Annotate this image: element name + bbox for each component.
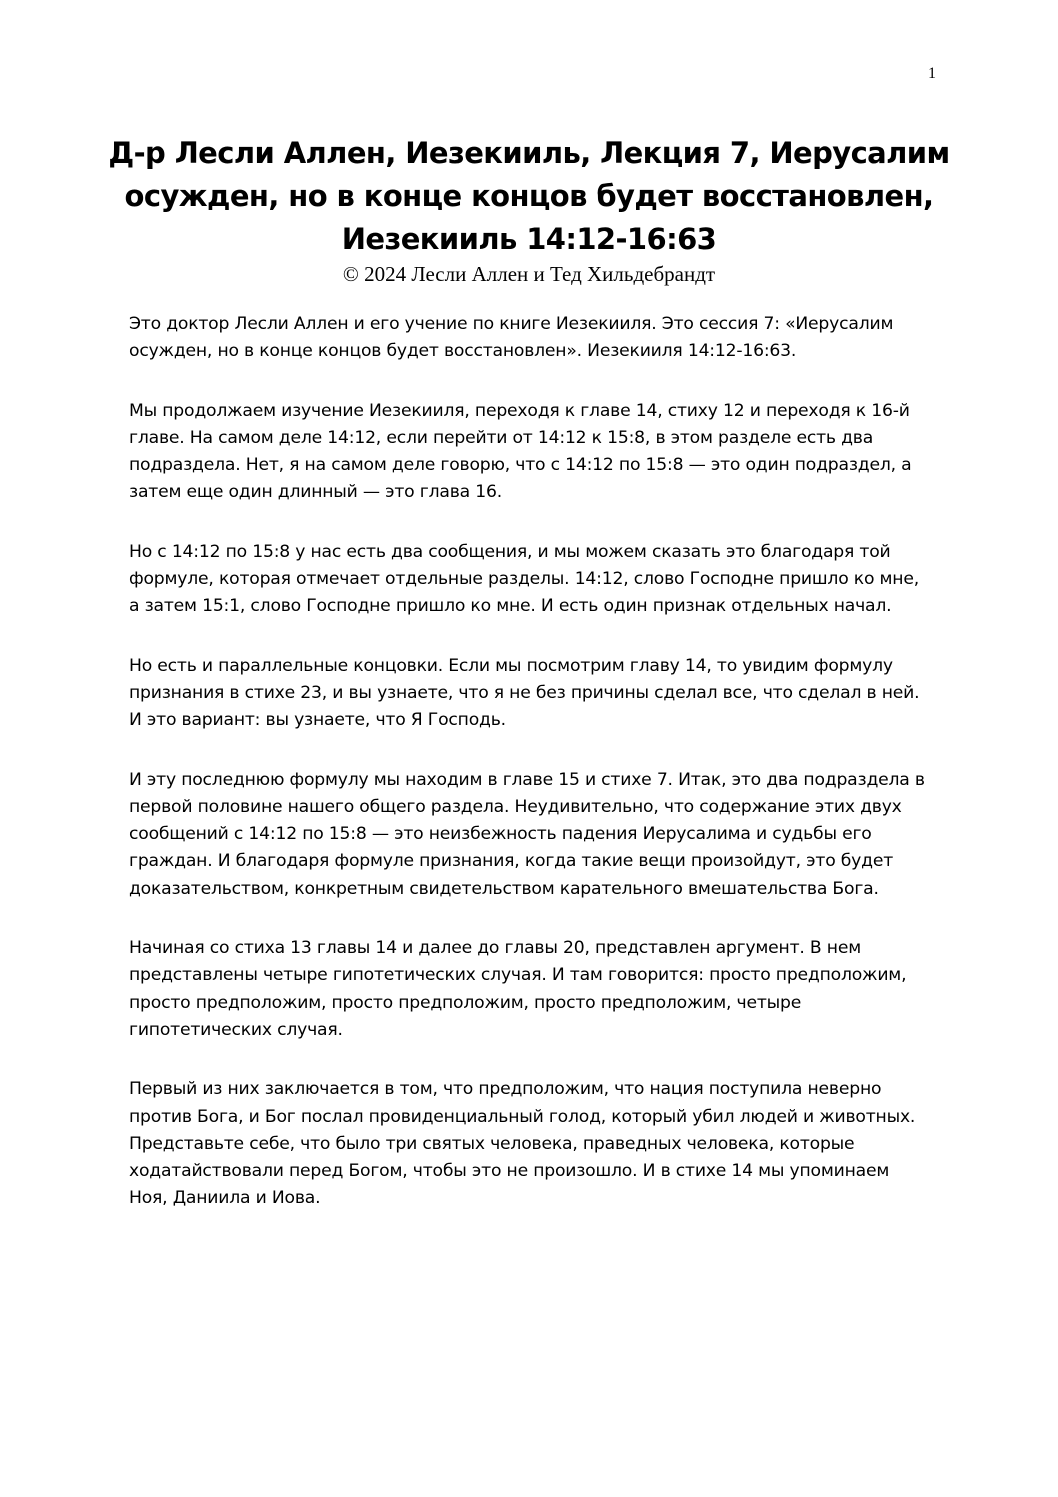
paragraph-3: Но с 14:12 по 15:8 у нас есть два сообщения, и мы можем сказать это благодаря той формуле, которая отмечает отдельные разделы. 14:12, слово Господне пришло ко мне, а затем 15:1, слово Господне пришло ко мне. И есть один признак отдельных начал. (129, 541, 919, 617)
paragraph-7: Первый из них заключается в том, что предположим, что нация поступила неверно против Бога, и Бог послал провиденциальный голод, который убил людей и животных. Представьте себе, что было три святых человека, праведных человека, которые ходатайствовали перед Богом, чтобы это не произошло. И в стихе 14 мы упоминаем Ноя, Даниила и Иова. (129, 1079, 916, 1209)
copyright-line: © 2024 Лесли Аллен и Тед Хильдебрандт (342, 262, 716, 286)
paragraph-5: И эту последнюю формулу мы находим в главе 15 и стихе 7. Итак, это два подраздела в первой половине нашего общего раздела. Неудивительно, что содержание этих двух сообщений с 14:12 по 15:8 — это неизбежность падения Иерусалима и судьбы его граждан. И благодаря формуле признания, когда такие вещи произойдут, это будет доказательством, конкретным свидетельством карательного вмешательства Бога. (129, 769, 925, 899)
paragraph-6: Начиная со стиха 13 главы 14 и далее до главы 20, представлен аргумент. В нем представлены четыре гипотетических случая. И там говорится: просто предположим, просто предположим, просто предположим, просто предположим, четыре гипотетических случая. (129, 938, 907, 1040)
paragraph-2: Мы продолжаем изучение Иезекииля, переходя к главе 14, стиху 12 и переходя к 16-й главе. На самом деле 14:12, если перейти от 14:12 к 15:8, в этом разделе есть два подраздела. Нет, я на самом деле говорю, что с 14:12 по 15:8 — это один подраздел, а затем еще один длинный — это глава 16. (129, 400, 912, 503)
page-number: 1 (928, 65, 936, 82)
title-block (100, 132, 958, 287)
document-title: Д-р Лесли Аллен, Иезекииль, Лекция 7, Иерусалим осужден, но в конце концов будет восстановлен, Иезекииль 14:12-16:63 (108, 136, 950, 256)
paragraph-1: Это доктор Лесли Аллен и его учение по книге Иезекииля. Это сессия 7: «Иерусалим осужден, но в конце концов будет восстановлен». Иезекииля 14:12-16:63. (129, 314, 894, 362)
document-body (129, 311, 929, 1245)
paragraph-4: Но есть и параллельные концовки. Если мы посмотрим главу 14, то увидим формулу признания в стихе 23, и вы узнаете, что я не без причины сделал все, что сделал в ней. И это вариант: вы узнаете, что Я Господь. (129, 655, 920, 731)
